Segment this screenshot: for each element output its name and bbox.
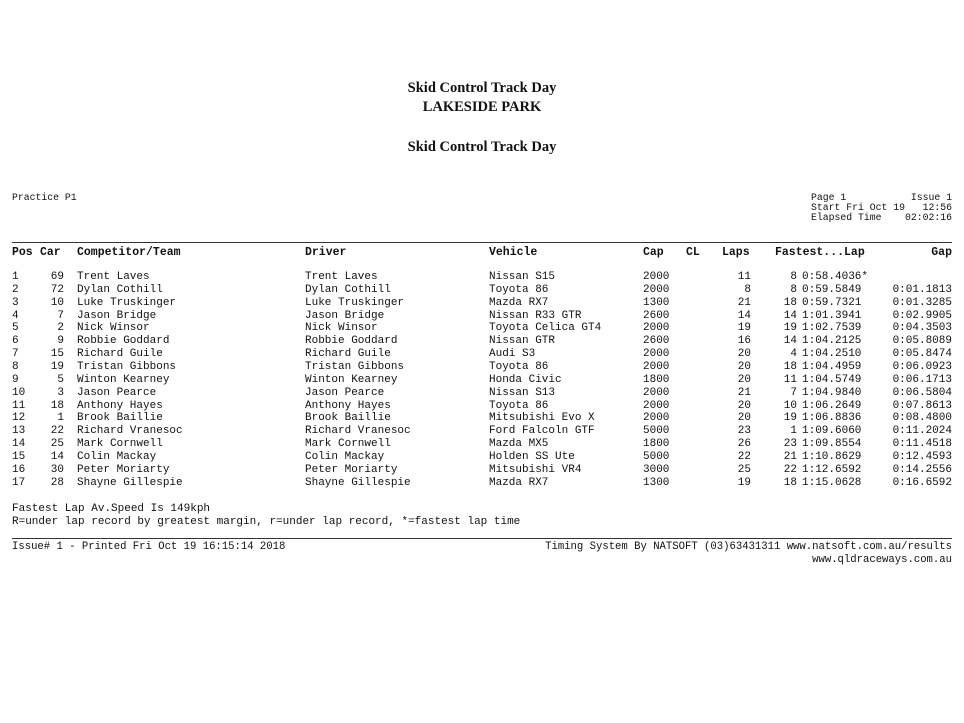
row-cap: 3000: [643, 463, 670, 476]
row-car: 19: [50, 360, 64, 373]
row-competitor: Winton Kearney: [77, 373, 170, 386]
row-gap: 0:06.0923: [892, 360, 952, 373]
col-driver: Driver: [305, 246, 347, 259]
table-row: [0, 400, 964, 413]
row-fastest-time: 1:10.8629: [802, 450, 862, 463]
row-fastest-time: 1:04.2510: [802, 348, 862, 361]
row-competitor: Anthony Hayes: [77, 399, 163, 412]
row-cap: 2000: [643, 322, 670, 335]
row-driver: Shayne Gillespie: [305, 476, 411, 489]
row-cap: 1800: [643, 373, 670, 386]
row-fastest-time: 1:04.4959: [802, 360, 862, 373]
row-cap: 2000: [643, 283, 670, 296]
row-cap: 5000: [643, 425, 670, 438]
row-laps: 20: [737, 348, 751, 361]
row-competitor: Jason Bridge: [77, 309, 157, 322]
table-row: [0, 464, 964, 477]
row-laps: 19: [737, 322, 751, 335]
row-vehicle: Toyota Celica GT4: [489, 322, 602, 335]
col-gap: Gap: [931, 246, 952, 259]
row-fastest-lap-number: 8: [790, 271, 797, 283]
row-fastest-time: 1:15.0628: [802, 476, 862, 489]
row-laps: 20: [737, 373, 751, 386]
row-pos: 15: [12, 450, 26, 463]
col-laps: Laps: [722, 246, 750, 259]
row-pos: 6: [12, 335, 19, 348]
session-name: Practice P1: [12, 192, 77, 203]
row-competitor: Shayne Gillespie: [77, 476, 183, 489]
row-pos: 12: [12, 412, 26, 425]
row-laps: 20: [737, 399, 751, 412]
row-pos: 10: [12, 386, 26, 399]
row-pos: 14: [12, 438, 26, 451]
row-cap: 1300: [643, 296, 670, 309]
row-fastest-time: 1:01.3941: [802, 309, 862, 322]
table-row: [0, 477, 964, 490]
row-vehicle: Mazda RX7: [489, 296, 549, 309]
row-fastest-time: 1:06.8836: [802, 412, 862, 425]
row-pos: 8: [12, 360, 19, 373]
elapsed-label: Elapsed Time: [811, 212, 882, 223]
row-vehicle: Nissan S13: [489, 386, 556, 399]
row-competitor: Brook Baillie: [77, 412, 163, 425]
row-fastest-lap-number: 23: [783, 438, 797, 451]
table-row: [0, 335, 964, 348]
row-fastest-lap-number: 19: [783, 322, 797, 335]
row-driver: Dylan Cothill: [305, 283, 391, 296]
row-fastest-time: 1:04.2125: [802, 335, 862, 348]
row-fastest-lap-number: 19: [783, 412, 797, 425]
row-pos: 5: [12, 322, 19, 335]
row-pos: 4: [12, 309, 19, 322]
start-time: 12:56: [922, 202, 952, 213]
row-vehicle: Ford Falcoln GTF: [489, 425, 595, 438]
table-row: [0, 310, 964, 323]
row-car: 18: [50, 399, 64, 412]
row-competitor: Tristan Gibbons: [77, 360, 177, 373]
row-gap: 0:12.4593: [892, 450, 952, 463]
row-laps: 26: [737, 438, 751, 451]
row-competitor: Mark Cornwell: [77, 438, 163, 451]
row-competitor: Dylan Cothill: [77, 283, 163, 296]
start-label: Start Fri Oct 19: [811, 202, 906, 213]
row-cap: 1300: [643, 476, 670, 489]
row-fastest-time: 1:02.7539: [802, 322, 862, 335]
row-laps: 21: [737, 296, 751, 309]
row-car: 5: [57, 373, 64, 386]
table-row: [0, 387, 964, 400]
header-rule: [12, 242, 952, 243]
row-car: 69: [50, 271, 64, 283]
row-car: 7: [57, 309, 64, 322]
row-fastest-lap-number: 7: [790, 386, 797, 399]
row-pos: 7: [12, 348, 19, 361]
row-gap: 0:16.6592: [892, 476, 952, 489]
row-driver: Winton Kearney: [305, 373, 398, 386]
row-driver: Mark Cornwell: [305, 438, 391, 451]
row-competitor: Jason Pearce: [77, 386, 157, 399]
row-vehicle: Mazda MX5: [489, 438, 549, 451]
row-cap: 2600: [643, 309, 670, 322]
row-competitor: Colin Mackay: [77, 450, 157, 463]
row-fastest-time: 1:04.5749: [802, 373, 862, 386]
row-gap: 0:14.2556: [892, 463, 952, 476]
venue-title: LAKESIDE PARK: [422, 99, 542, 115]
row-laps: 25: [737, 463, 751, 476]
row-fastest-time: 1:04.9840: [802, 386, 862, 399]
row-vehicle: Nissan R33 GTR: [489, 309, 582, 322]
row-driver: Nick Winsor: [305, 322, 378, 335]
row-vehicle: Honda Civic: [489, 373, 562, 386]
table-row: [0, 297, 964, 310]
row-cap: 2000: [643, 412, 670, 425]
row-gap: 0:01.3285: [892, 296, 952, 309]
fastest-speed-note: Fastest Lap Av.Speed Is 149kph: [12, 503, 211, 515]
row-driver: Jason Pearce: [305, 386, 385, 399]
row-fastest-time: 1:12.6592: [802, 463, 862, 476]
row-fastest-lap-number: 4: [790, 348, 797, 361]
row-laps: 20: [737, 360, 751, 373]
row-cap: 5000: [643, 450, 670, 463]
table-row: [0, 284, 964, 297]
row-gap: 0:05.8089: [892, 335, 952, 348]
row-car: 3: [57, 386, 64, 399]
row-car: 10: [50, 296, 64, 309]
row-competitor: Luke Truskinger: [77, 296, 177, 309]
row-vehicle: Toyota 86: [489, 360, 549, 373]
footer-rule: [12, 538, 952, 539]
row-fastest-lap-number: 18: [783, 476, 797, 489]
row-driver: Colin Mackay: [305, 450, 385, 463]
table-row: [0, 438, 964, 451]
row-fastest-time: 0:59.7321: [802, 296, 862, 309]
table-row: [0, 451, 964, 464]
row-cap: 1800: [643, 438, 670, 451]
row-pos: 11: [12, 399, 26, 412]
row-fastest-time: 1:09.6060: [802, 425, 862, 438]
row-fastest-time: 1:06.2649: [802, 399, 862, 412]
row-pos: 9: [12, 373, 19, 386]
table-row: [0, 322, 964, 335]
row-car: 72: [50, 283, 64, 296]
row-car: 14: [50, 450, 64, 463]
row-competitor: Peter Moriarty: [77, 463, 170, 476]
row-competitor: Richard Guile: [77, 348, 163, 361]
row-pos: 3: [12, 296, 19, 309]
table-row: [0, 271, 964, 284]
row-gap: 0:07.8613: [892, 399, 952, 412]
row-cap: 2000: [643, 360, 670, 373]
row-vehicle: Holden SS Ute: [489, 450, 575, 463]
row-pos: 16: [12, 463, 26, 476]
row-gap: 0:06.5804: [892, 386, 952, 399]
row-laps: 19: [737, 476, 751, 489]
row-gap: 0:08.4800: [892, 412, 952, 425]
event-subtitle: Skid Control Track Day: [407, 139, 557, 155]
row-driver: Richard Vranesoc: [305, 425, 411, 438]
row-vehicle: Mazda RX7: [489, 476, 549, 489]
row-fastest-lap-number: 10: [783, 399, 797, 412]
row-vehicle: Mitsubishi Evo X: [489, 412, 595, 425]
col-car: Car: [40, 246, 61, 259]
row-laps: 22: [737, 450, 751, 463]
row-competitor: Trent Laves: [77, 271, 150, 283]
row-car: 1: [57, 412, 64, 425]
row-vehicle: Mitsubishi VR4: [489, 463, 582, 476]
row-car: 25: [50, 438, 64, 451]
table-row: [0, 348, 964, 361]
row-fastest-lap-number: 21: [783, 450, 797, 463]
table-row: [0, 425, 964, 438]
row-driver: Anthony Hayes: [305, 399, 391, 412]
row-car: 28: [50, 476, 64, 489]
row-fastest-lap-number: 8: [790, 283, 797, 296]
row-gap: 0:02.9905: [892, 309, 952, 322]
row-laps: 21: [737, 386, 751, 399]
row-competitor: Robbie Goddard: [77, 335, 170, 348]
row-cap: 2000: [643, 399, 670, 412]
row-fastest-time: 1:09.8554: [802, 438, 862, 451]
row-gap: 0:06.1713: [892, 373, 952, 386]
timing-system: Timing System By NATSOFT (03)63431311 www.natsoft.com.au/results: [545, 541, 952, 553]
row-fastest-lap-number: 14: [783, 335, 797, 348]
table-row: [0, 374, 964, 387]
row-driver: Jason Bridge: [305, 309, 385, 322]
col-cl: CL: [686, 246, 700, 259]
page-label: Page 1: [811, 192, 847, 203]
row-driver: Luke Truskinger: [305, 296, 405, 309]
table-row: [0, 412, 964, 425]
row-driver: Robbie Goddard: [305, 335, 398, 348]
row-driver: Brook Baillie: [305, 412, 391, 425]
col-competitor: Competitor/Team: [77, 246, 181, 259]
row-cap: 2600: [643, 335, 670, 348]
row-fastest-lap-number: 11: [783, 373, 797, 386]
row-laps: 20: [737, 412, 751, 425]
col-fastest-lap: Fastest...Lap: [775, 246, 865, 259]
website: www.qldraceways.com.au: [812, 554, 952, 566]
row-car: 9: [57, 335, 64, 348]
row-fastest-time: 0:58.4036*: [802, 271, 869, 283]
row-car: 2: [57, 322, 64, 335]
row-vehicle: Nissan S15: [489, 271, 556, 283]
row-cap: 2000: [643, 348, 670, 361]
row-fastest-lap-number: 18: [783, 296, 797, 309]
event-title: Skid Control Track Day: [407, 80, 557, 96]
row-vehicle: Audi S3: [489, 348, 536, 361]
row-car: 30: [50, 463, 64, 476]
row-gap: 0:04.3503: [892, 322, 952, 335]
row-pos: 2: [12, 283, 19, 296]
row-pos: 17: [12, 476, 26, 489]
row-cap: 2000: [643, 386, 670, 399]
issue-label: Issue 1: [910, 192, 952, 203]
row-car: 15: [50, 348, 64, 361]
row-gap: 0:05.8474: [892, 348, 952, 361]
row-laps: 11: [737, 271, 751, 283]
row-cap: 2000: [643, 271, 670, 283]
row-laps: 8: [744, 283, 751, 296]
row-fastest-time: 0:59.5849: [802, 283, 862, 296]
row-gap: 0:11.2024: [892, 425, 952, 438]
row-laps: 14: [737, 309, 751, 322]
printed-info: Issue# 1 - Printed Fri Oct 19 16:15:14 2018: [12, 541, 286, 553]
row-fastest-lap-number: 18: [783, 360, 797, 373]
legend-note: R=under lap record by greatest margin, r=under lap record, *=fastest lap time: [12, 516, 521, 528]
row-laps: 23: [737, 425, 751, 438]
row-fastest-lap-number: 22: [783, 463, 797, 476]
row-driver: Tristan Gibbons: [305, 360, 405, 373]
col-cap: Cap: [643, 246, 664, 259]
row-driver: Richard Guile: [305, 348, 391, 361]
col-pos: Pos: [12, 246, 33, 259]
row-vehicle: Toyota 86: [489, 399, 549, 412]
row-gap: 0:11.4518: [892, 438, 952, 451]
col-vehicle: Vehicle: [489, 246, 538, 259]
row-fastest-lap-number: 1: [790, 425, 797, 438]
row-driver: Peter Moriarty: [305, 463, 398, 476]
row-laps: 16: [737, 335, 751, 348]
row-pos: 13: [12, 425, 26, 438]
elapsed-value: 02:02:16: [904, 212, 952, 223]
row-gap: 0:01.1813: [892, 283, 952, 296]
row-driver: Trent Laves: [305, 271, 378, 283]
row-vehicle: Nissan GTR: [489, 335, 556, 348]
row-competitor: Nick Winsor: [77, 322, 150, 335]
row-pos: 1: [12, 271, 19, 283]
table-row: [0, 361, 964, 374]
row-competitor: Richard Vranesoc: [77, 425, 183, 438]
row-vehicle: Toyota 86: [489, 283, 549, 296]
row-fastest-lap-number: 14: [783, 309, 797, 322]
row-car: 22: [50, 425, 64, 438]
